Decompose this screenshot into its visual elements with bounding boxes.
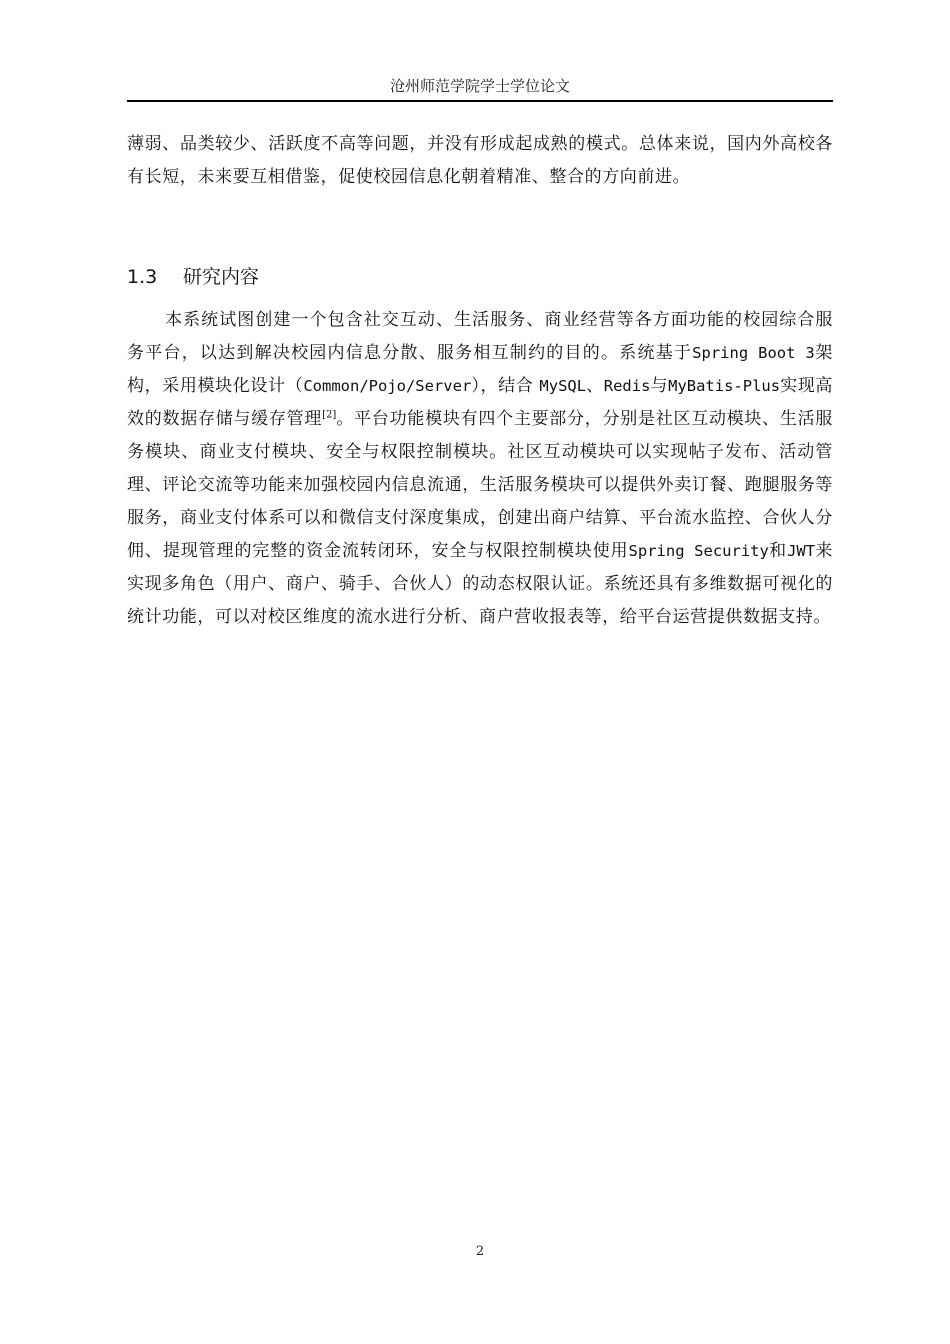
text-segment: 和 (768, 541, 788, 561)
term-mybatis-plus: MyBatis-Plus (668, 377, 781, 395)
page-header: 沧州师范学院学士学位论文 (389, 77, 570, 95)
term-modules: Common/Pojo/Server (303, 377, 472, 395)
term-spring-security: Spring Security (628, 542, 769, 560)
term-mysql: MySQL (539, 377, 587, 395)
paragraph-research-content (127, 304, 833, 634)
text-segment: 实现高效的数据存储与缓存管理 (127, 376, 833, 429)
text-segment: 来实现多角色（用户、商户、骑手、合伙人）的动态权限认证。系统还具有多维数据可视化的统计功能，可以对校区维度的流水进行分析、商户营收报表等，给平台运营提供数据支持。 (127, 541, 833, 627)
paragraph-continuation: 薄弱、品类较少、活跃度不高等问题，并没有形成起成熟的模式。总体来说，国内外高校各有长短，未来要互相借鉴，促使校园信息化朝着精准、整合的方向前进。 (127, 134, 833, 187)
header-rule (127, 100, 833, 102)
page-number: 2 (475, 1244, 485, 1259)
section-heading (127, 262, 833, 292)
text-segment: 本系统试图创建一个包含社交互动、生活服务、商业经营等各方面功能的校园综合服务平台，以达到解决校园内信息分散、服务相互制约的目的。系统基于 (127, 310, 833, 363)
text-segment: 。平台功能模块有四个主要部分，分别是社区互动模块、生活服务模块、商业支付模块、安全与权限控制模块。社区互动模块可以实现帖子发布、活动管理、评论交流等功能来加强校园内信息流通，生活服务模块可以提供外卖订餐、跑腿服务等服务，商业支付体系可以和微信支付深度集成，创建出商户结算、平台流水监控、合伙人分佣、提现管理的完整的资金流转闭环，安全与权限控制模块使用 (127, 409, 833, 561)
term-spring-boot: Spring Boot 3 (692, 344, 815, 362)
section-title: 研究内容 (183, 266, 260, 288)
section-number: 1.3 (127, 266, 158, 288)
text-segment: 架构，采用模块化设计（ (127, 343, 833, 396)
text-segment: 与 (650, 376, 669, 396)
term-jwt: JWT (787, 542, 816, 560)
text-segment: 、 (586, 376, 604, 396)
citation-marker: [2] (322, 409, 337, 421)
term-redis: Redis (603, 377, 651, 395)
text-segment: ），结合 (471, 376, 540, 396)
